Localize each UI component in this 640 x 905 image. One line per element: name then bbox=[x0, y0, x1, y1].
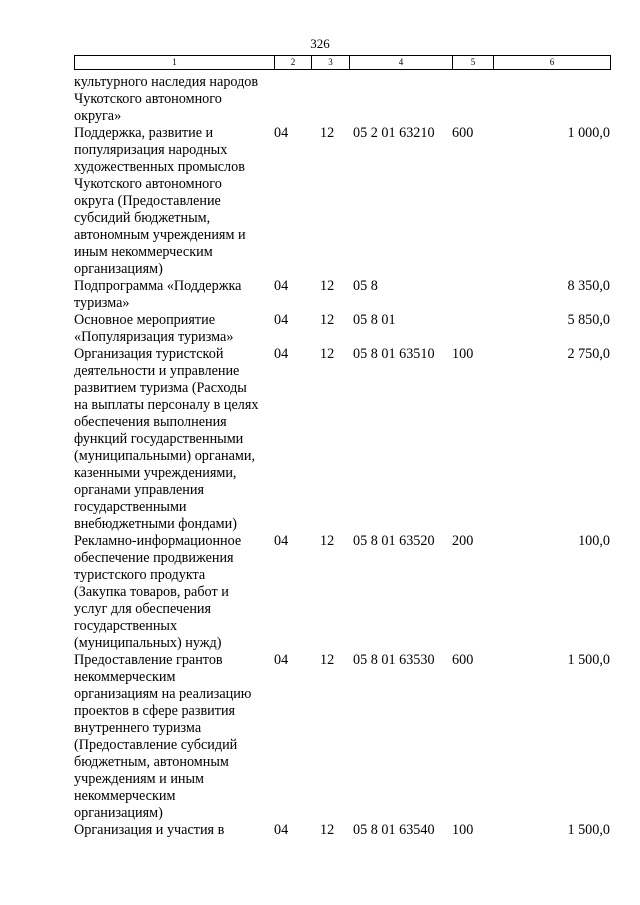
row-section: 04 bbox=[274, 533, 289, 549]
row-name: Поддержка, развитие и популяризация народных художественных промыслов Чукотского автономного округа (Предоставление субсидий бюджетным, автономным учреждениям и иным некоммерческим организациям) bbox=[74, 125, 246, 277]
row-target-code: 05 2 01 63210 bbox=[353, 125, 435, 141]
row-expense-type: 600 bbox=[452, 652, 474, 668]
row-subsection: 12 bbox=[320, 346, 335, 362]
row-name: Основное мероприятие «Популяризация туризма» bbox=[74, 312, 234, 345]
row-section: 04 bbox=[274, 125, 289, 141]
table-row bbox=[74, 312, 610, 346]
column-header-2: 2 bbox=[275, 56, 312, 70]
row-section: 04 bbox=[274, 312, 289, 328]
row-amount: 1 000,0 bbox=[567, 125, 610, 141]
row-amount: 2 750,0 bbox=[567, 346, 610, 362]
row-name: культурного наследия народов Чукотского автономного округа» bbox=[74, 74, 259, 124]
row-amount: 100,0 bbox=[578, 533, 610, 549]
table-row bbox=[74, 125, 610, 278]
row-subsection: 12 bbox=[320, 533, 335, 549]
row-section: 04 bbox=[274, 346, 289, 362]
row-section: 04 bbox=[274, 278, 289, 294]
row-subsection: 12 bbox=[320, 822, 335, 838]
table-row bbox=[74, 278, 610, 312]
row-name: Организация и участия в bbox=[74, 822, 225, 838]
row-section: 04 bbox=[274, 822, 289, 838]
table-row bbox=[74, 533, 610, 652]
row-subsection: 12 bbox=[320, 125, 335, 141]
table-row bbox=[74, 74, 610, 125]
row-name: Рекламно-информационное обеспечение продвижения туристского продукта (Закупка товаров, работ и услуг для обеспечения государственных (муниципальных) нужд) bbox=[74, 533, 242, 651]
row-name: Предоставление грантов некоммерческим организациям на реализацию проектов в сфере развития внутреннего туризма (Предоставление субсидий бюджетным, автономным учреждениям и иным некоммерческим организациям) bbox=[74, 652, 252, 821]
row-amount: 5 850,0 bbox=[567, 312, 610, 328]
row-subsection: 12 bbox=[320, 278, 335, 294]
page-number: 326 bbox=[310, 36, 330, 51]
column-header-table bbox=[74, 55, 611, 70]
row-expense-type: 600 bbox=[452, 125, 474, 141]
column-header-6: 6 bbox=[494, 56, 611, 70]
column-header-row bbox=[75, 56, 611, 70]
row-target-code: 05 8 01 63510 bbox=[353, 346, 435, 362]
column-header-4: 4 bbox=[350, 56, 453, 70]
row-subsection: 12 bbox=[320, 652, 335, 668]
row-name: Подпрограмма «Поддержка туризма» bbox=[74, 278, 242, 311]
budget-table-body bbox=[74, 74, 610, 839]
column-header-3: 3 bbox=[312, 56, 350, 70]
row-amount: 1 500,0 bbox=[567, 822, 610, 838]
row-target-code: 05 8 01 bbox=[353, 312, 396, 328]
column-header-5: 5 bbox=[453, 56, 494, 70]
row-target-code: 05 8 01 63530 bbox=[353, 652, 435, 668]
column-header-1: 1 bbox=[75, 56, 275, 70]
row-target-code: 05 8 01 63540 bbox=[353, 822, 435, 838]
row-section: 04 bbox=[274, 652, 289, 668]
row-subsection: 12 bbox=[320, 312, 335, 328]
row-amount: 8 350,0 bbox=[567, 278, 610, 294]
table-row bbox=[74, 346, 610, 533]
row-target-code: 05 8 01 63520 bbox=[353, 533, 435, 549]
row-expense-type: 200 bbox=[452, 533, 474, 549]
row-target-code: 05 8 bbox=[353, 278, 378, 294]
row-expense-type: 100 bbox=[452, 346, 474, 362]
row-name: Организация туристской деятельности и управление развитием туризма (Расходы на выплаты персоналу в целях обеспечения выполнения функций государственными (муниципальными) органами, казенными учреждениями, органами управления государственными внебюджетными фондами) bbox=[74, 346, 259, 532]
row-amount: 1 500,0 bbox=[567, 652, 610, 668]
table-row bbox=[74, 822, 610, 839]
row-expense-type: 100 bbox=[452, 822, 474, 838]
table-row bbox=[74, 652, 610, 822]
